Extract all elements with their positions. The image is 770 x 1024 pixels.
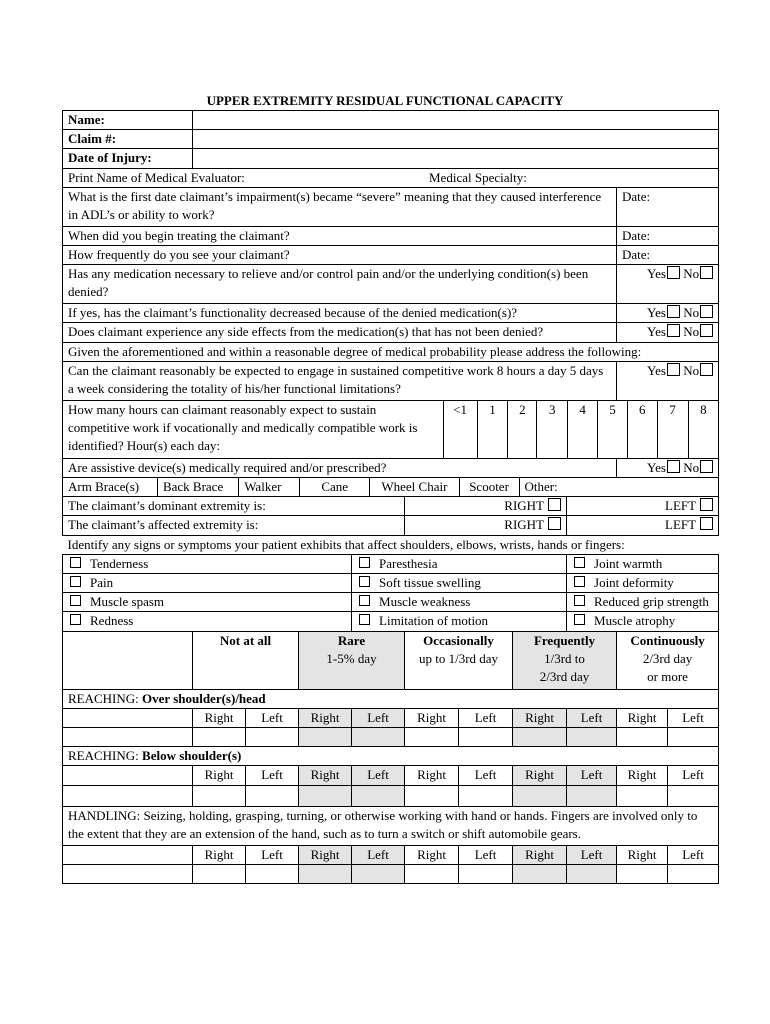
side-effects-question: Does claimant experience any side effects from the medication(s) that has not been denied?	[63, 323, 617, 342]
name-field[interactable]	[193, 111, 719, 130]
symptom-joint-warmth[interactable]: Joint warmth	[567, 554, 719, 573]
input-cell[interactable]	[352, 785, 405, 806]
device-back-brace[interactable]: Back Brace	[157, 478, 238, 496]
checkbox-icon[interactable]	[574, 576, 585, 587]
freq-header-occasionally: Occasionally up to 1/3rd day	[405, 631, 513, 689]
evaluator-row[interactable]	[63, 168, 719, 187]
side-effects-yes-checkbox[interactable]	[667, 324, 680, 337]
row-label-blank	[63, 845, 193, 864]
freq-header-not-at-all: Not at all	[193, 631, 299, 689]
hours-option[interactable]: 4	[568, 401, 598, 458]
devices-row	[63, 478, 719, 497]
checkbox-icon[interactable]	[359, 576, 370, 587]
signs-intro: Identify any signs or symptoms your patient exhibits that affect shoulders, elbows, wrists, hands or fingers:	[63, 535, 719, 554]
reaching-over-inputs	[63, 728, 719, 747]
input-cell[interactable]	[459, 785, 513, 806]
checkbox-icon[interactable]	[574, 557, 585, 568]
row-label-blank	[63, 766, 193, 785]
left-header: Left	[668, 708, 719, 727]
affected-label: The claimant’s affected extremity is:	[63, 516, 405, 535]
severe-question: What is the first date claimant’s impairment(s) became “severe” meaning that they caused interference in ADL’s or ability to work?	[63, 187, 617, 226]
input-cell[interactable]	[405, 864, 459, 883]
left-header: Left	[246, 708, 299, 727]
symptom-muscle-weakness[interactable]: Muscle weakness	[352, 593, 567, 612]
left-header: Left	[567, 845, 617, 864]
checkbox-icon[interactable]	[574, 595, 585, 606]
hours-option[interactable]: 2	[508, 401, 537, 458]
med-denied-no-checkbox[interactable]	[700, 266, 713, 279]
affected-left-checkbox[interactable]	[700, 517, 713, 530]
right-header: Right	[193, 708, 246, 727]
func-decreased-yes-checkbox[interactable]	[667, 305, 680, 318]
yes-label: Yes	[647, 305, 666, 321]
symptom-paresthesia[interactable]: Paresthesia	[352, 554, 567, 573]
hours-option[interactable]: 3	[537, 401, 568, 458]
affected-right[interactable]	[405, 516, 567, 535]
left-header: Left	[246, 766, 299, 785]
left-header: Left	[459, 708, 513, 727]
med-denied-question: Has any medication necessary to relieve and/or control pain and/or the underlying condition(s) been denied?	[63, 265, 617, 304]
device-arm-brace[interactable]: Arm Brace(s)	[63, 478, 157, 496]
symptom-reduced-grip[interactable]: Reduced grip strength	[567, 593, 719, 612]
symptom-muscle-spasm[interactable]: Muscle spasm	[63, 593, 352, 612]
yes-label: Yes	[647, 362, 666, 378]
input-cell[interactable]	[352, 728, 405, 747]
device-cane[interactable]: Cane	[300, 478, 370, 496]
dominant-right[interactable]	[405, 497, 567, 516]
hours-option[interactable]: 1	[477, 401, 508, 458]
side-effects-no-checkbox[interactable]	[700, 324, 713, 337]
right-header: Right	[299, 845, 352, 864]
claim-field[interactable]	[193, 130, 719, 149]
device-other[interactable]: Other:	[524, 479, 558, 495]
rfc-form	[62, 110, 719, 884]
injury-date-label: Date of Injury:	[63, 149, 193, 168]
right-header: Right	[299, 766, 352, 785]
input-cell[interactable]	[513, 864, 567, 883]
input-cell[interactable]	[246, 864, 299, 883]
left-header: Left	[352, 845, 405, 864]
form-title: UPPER EXTREMITY RESIDUAL FUNCTIONAL CAPACITY	[206, 93, 564, 108]
symptom-muscle-atrophy[interactable]: Muscle atrophy	[567, 612, 719, 631]
freq-header-rare: Rare 1-5% day	[299, 631, 405, 689]
right-header: Right	[513, 845, 567, 864]
hours-row	[63, 400, 719, 458]
treat-begin-question: When did you begin treating the claimant?	[63, 226, 617, 245]
freq-header-continuously: Continuously 2/3rd day or more	[617, 631, 719, 689]
left-header: Left	[668, 766, 719, 785]
dominant-right-checkbox[interactable]	[548, 498, 561, 511]
reaching-below-label: REACHING: Below shoulder(s)	[63, 747, 719, 766]
input-cell[interactable]	[567, 728, 617, 747]
sustained-question: Can the claimant reasonably be expected to engage in sustained competitive work 8 hours a day 5 days a week considering the totality of his/her functional limitations?	[63, 361, 617, 400]
given-statement: Given the aforementioned and within a reasonable degree of medical probability please address the following:	[63, 342, 719, 361]
func-decreased-question: If yes, has the claimant’s functionality decreased because of the denied medication(s)?	[63, 304, 617, 323]
specialty-label: Medical Specialty:	[429, 169, 527, 185]
symptom-soft-tissue-swelling[interactable]: Soft tissue swelling	[352, 574, 567, 593]
left-header: Left	[567, 708, 617, 727]
assistive-yes-no[interactable]	[617, 458, 719, 477]
right-header: Right	[193, 845, 246, 864]
input-cell[interactable]	[513, 785, 567, 806]
symptom-tenderness[interactable]: Tenderness	[63, 554, 352, 573]
med-denied-blank	[617, 284, 719, 304]
frequency-date[interactable]: Date:	[617, 246, 719, 265]
input-cell[interactable]	[193, 728, 246, 747]
no-label: No	[683, 459, 700, 475]
input-cell[interactable]	[246, 785, 299, 806]
no-label: No	[683, 305, 700, 321]
hours-option[interactable]: 6	[627, 401, 657, 458]
input-cell[interactable]	[668, 728, 719, 747]
checkbox-icon[interactable]	[359, 557, 370, 568]
left-header: Left	[246, 845, 299, 864]
row-label-blank	[63, 864, 193, 883]
left-label: LEFT	[665, 517, 696, 533]
input-cell[interactable]	[617, 728, 668, 747]
sustained-no-checkbox[interactable]	[700, 363, 713, 376]
symptom-redness[interactable]: Redness	[63, 612, 352, 631]
left-label: LEFT	[665, 498, 696, 514]
med-denied-yes-no[interactable]	[617, 265, 719, 285]
input-cell[interactable]	[299, 785, 352, 806]
severe-date-field[interactable]	[617, 207, 719, 227]
checkbox-icon[interactable]	[70, 576, 81, 587]
hours-question: How many hours can claimant reasonably expect to sustain competitive work if vocationally and medically compatible work is identified? Hour(s) each day:	[63, 401, 443, 458]
input-cell[interactable]	[459, 728, 513, 747]
dominant-left[interactable]	[567, 497, 719, 516]
affected-left[interactable]	[567, 516, 719, 535]
sustained-yes-no[interactable]	[617, 361, 719, 381]
input-cell[interactable]	[246, 728, 299, 747]
input-cell[interactable]	[617, 864, 668, 883]
yes-label: Yes	[647, 459, 666, 475]
hours-option[interactable]: <1	[443, 401, 477, 458]
device-scooter[interactable]: Scooter	[459, 478, 519, 496]
input-cell[interactable]	[405, 785, 459, 806]
row-label-blank	[63, 785, 193, 806]
input-cell[interactable]	[193, 785, 246, 806]
reaching-over-label: REACHING: Over shoulder(s)/head	[63, 689, 719, 708]
sustained-yes-checkbox[interactable]	[667, 363, 680, 376]
input-cell[interactable]	[668, 864, 719, 883]
func-decreased-no-checkbox[interactable]	[700, 305, 713, 318]
left-header: Left	[459, 845, 513, 864]
checkbox-icon[interactable]	[70, 595, 81, 606]
row-label-blank	[63, 708, 193, 727]
checkbox-icon[interactable]	[359, 614, 370, 625]
dominant-label: The claimant’s dominant extremity is:	[63, 497, 405, 516]
left-header: Left	[567, 766, 617, 785]
sustained-blank	[617, 381, 719, 401]
yes-label: Yes	[647, 324, 666, 340]
input-cell[interactable]	[513, 728, 567, 747]
freq-header-blank	[63, 631, 193, 689]
side-effects-yes-no[interactable]	[617, 323, 719, 342]
symptom-joint-deformity[interactable]: Joint deformity	[567, 574, 719, 593]
right-header: Right	[405, 845, 459, 864]
no-label: No	[683, 324, 700, 340]
right-header: Right	[405, 708, 459, 727]
hours-option[interactable]: 5	[598, 401, 628, 458]
right-label: RIGHT	[504, 498, 544, 514]
name-label: Name:	[63, 111, 193, 130]
handling-label: HANDLING: Seizing, holding, grasping, turning, or otherwise working with hand or hands. Fingers are involved only to the extent that they are an extension of the hand, such as to turn a switch or shift automobile gears.	[63, 806, 719, 845]
input-cell[interactable]	[567, 864, 617, 883]
assistive-yes-checkbox[interactable]	[667, 460, 680, 473]
row-label-blank	[63, 728, 193, 747]
checkbox-icon[interactable]	[70, 614, 81, 625]
reaching-over-headers	[63, 708, 719, 727]
injury-date-field[interactable]	[193, 149, 719, 168]
med-denied-yes-checkbox[interactable]	[667, 266, 680, 279]
checkbox-icon[interactable]	[359, 595, 370, 606]
handling-headers	[63, 845, 719, 864]
symptom-pain[interactable]: Pain	[63, 574, 352, 593]
reaching-below-inputs	[63, 785, 719, 806]
treat-begin-date[interactable]: Date:	[617, 226, 719, 245]
right-header: Right	[617, 845, 668, 864]
yes-label: Yes	[647, 266, 666, 282]
right-header: Right	[513, 708, 567, 727]
input-cell[interactable]	[405, 728, 459, 747]
right-header: Right	[513, 766, 567, 785]
right-header: Right	[299, 708, 352, 727]
frequency-question: How frequently do you see your claimant?	[63, 246, 617, 265]
freq-header-frequently: Frequently 1/3rd to 2/3rd day	[513, 631, 617, 689]
left-header: Left	[352, 708, 405, 727]
no-label: No	[683, 266, 700, 282]
dominant-left-checkbox[interactable]	[700, 498, 713, 511]
input-cell[interactable]	[459, 864, 513, 883]
right-label: RIGHT	[504, 517, 544, 533]
checkbox-icon[interactable]	[70, 557, 81, 568]
handling-inputs	[63, 864, 719, 883]
func-decreased-yes-no[interactable]	[617, 304, 719, 323]
left-header: Left	[459, 766, 513, 785]
input-cell[interactable]	[352, 864, 405, 883]
device-walker[interactable]: Walker	[239, 478, 300, 496]
right-header: Right	[617, 766, 668, 785]
severe-date-label[interactable]: Date:	[617, 187, 719, 207]
no-label: No	[683, 362, 700, 378]
right-header: Right	[617, 708, 668, 727]
right-header: Right	[405, 766, 459, 785]
claim-label: Claim #:	[63, 130, 193, 149]
reaching-below-headers	[63, 766, 719, 785]
symptom-limitation-motion[interactable]: Limitation of motion	[352, 612, 567, 631]
input-cell[interactable]	[567, 785, 617, 806]
hours-option[interactable]: 7	[657, 401, 688, 458]
hours-option[interactable]: 8	[700, 401, 707, 417]
assistive-question: Are assistive device(s) medically required and/or prescribed?	[63, 458, 617, 477]
right-header: Right	[193, 766, 246, 785]
checkbox-icon[interactable]	[574, 614, 585, 625]
device-wheel-chair[interactable]: Wheel Chair	[370, 478, 459, 496]
input-cell[interactable]	[668, 785, 719, 806]
evaluator-label: Print Name of Medical Evaluator:	[68, 169, 245, 185]
affected-right-checkbox[interactable]	[548, 517, 561, 530]
input-cell[interactable]	[617, 785, 668, 806]
input-cell[interactable]	[299, 728, 352, 747]
input-cell[interactable]	[299, 864, 352, 883]
left-header: Left	[352, 766, 405, 785]
input-cell[interactable]	[193, 864, 246, 883]
assistive-no-checkbox[interactable]	[700, 460, 713, 473]
left-header: Left	[668, 845, 719, 864]
